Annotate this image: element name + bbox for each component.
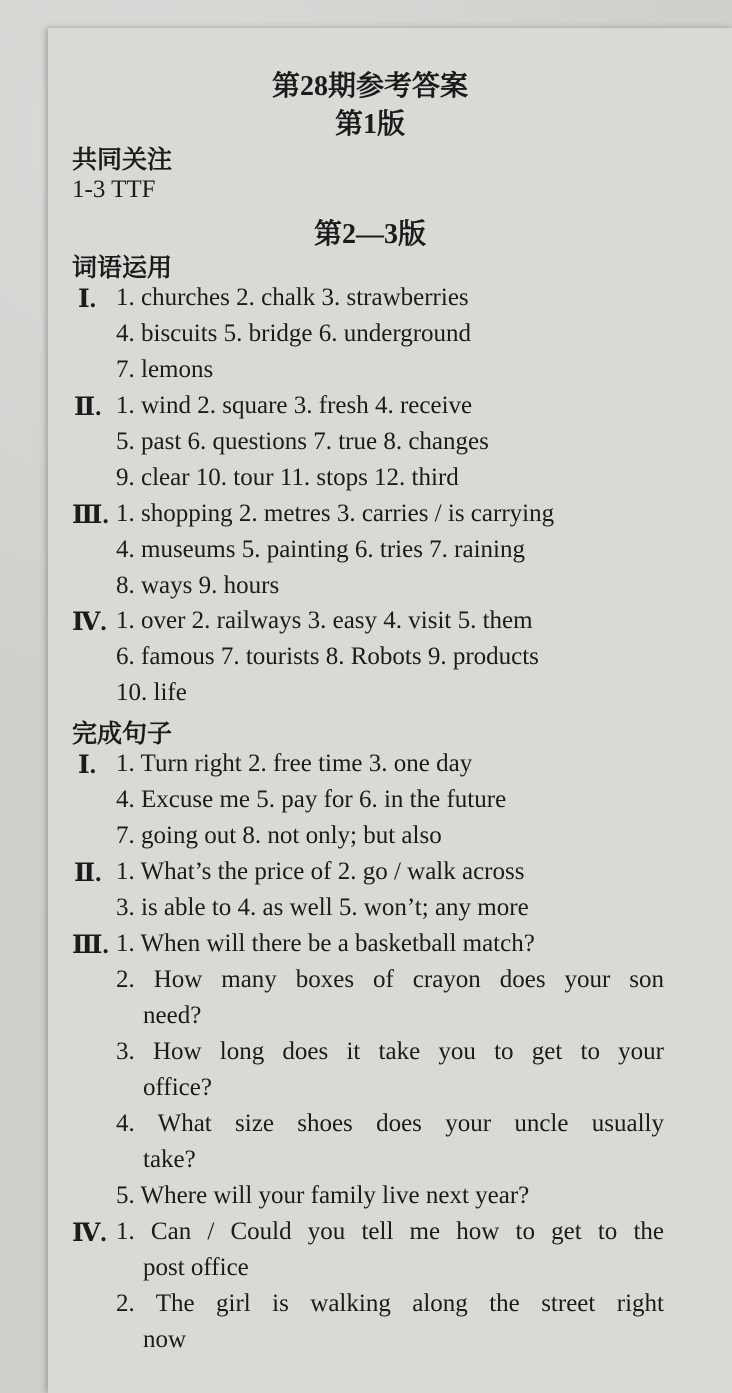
vocab-III-label: Ⅲ. [72, 502, 109, 529]
sent-IV-line: now [143, 1326, 187, 1353]
sent-III-label: Ⅲ. [72, 932, 109, 959]
sent-III-line: need? [143, 1002, 202, 1029]
vocab-IV-line: 1. over 2. railways 3. easy 4. visit 5. them [116, 607, 533, 634]
sent-II-line: 3. is able to 4. as well 5. won’t; any more [116, 894, 529, 921]
sent-I-label: Ⅰ. [78, 752, 96, 779]
vocab-IV-line: 10. life [116, 679, 187, 706]
vocab-III-line: 8. ways 9. hours [116, 572, 280, 599]
sent-II-label: Ⅱ. [74, 860, 102, 887]
sent-III-line: 2. How many boxes of crayon does your son [116, 966, 664, 993]
sent-I-line: 1. Turn right 2. free time 3. one day [116, 750, 473, 777]
sent-IV-label: Ⅳ. [72, 1220, 107, 1247]
vocab-I-line: 7. lemons [116, 356, 214, 383]
vocab-IV-label: Ⅳ. [72, 609, 107, 636]
sent-III-line: 3. How long does it take you to get to your [116, 1038, 664, 1065]
vocab-II-line: 9. clear 10. tour 11. stops 12. third [116, 464, 459, 491]
sent-III-line: 4. What size shoes does your uncle usually [116, 1110, 664, 1137]
sent-II-line: 1. What’s the price of 2. go / walk across [116, 858, 525, 885]
vocab-I-label: Ⅰ. [78, 286, 96, 313]
edition-2-3-title: 第2—3版 [313, 219, 426, 250]
section-focus-heading: 共同关注 [72, 147, 173, 174]
sent-IV-line: 1. Can / Could you tell me how to get to the [116, 1218, 664, 1245]
sent-III-line: 1. When will there be a basketball match? [116, 930, 535, 957]
section-vocab-heading: 词语运用 [72, 255, 173, 282]
vocab-III-line: 4. museums 5. painting 6. tries 7. raining [116, 536, 525, 563]
sent-III-line: office? [143, 1074, 212, 1101]
sent-IV-line: 2. The girl is walking along the street right [116, 1290, 664, 1317]
sent-IV-line: post office [143, 1254, 249, 1281]
sent-III-line: 5. Where will your family live next year? [116, 1182, 530, 1209]
page-title: 第28期参考答案 [271, 71, 468, 102]
vocab-IV-line: 6. famous 7. tourists 8. Robots 9. products [116, 643, 539, 670]
section-sentences-heading: 完成句子 [72, 721, 173, 748]
vocab-I-line: 4. biscuits 5. bridge 6. underground [116, 320, 472, 347]
vocab-II-line: 1. wind 2. square 3. fresh 4. receive [116, 392, 473, 419]
vocab-I-line: 1. churches 2. chalk 3. strawberries [116, 284, 469, 311]
sent-I-line: 4. Excuse me 5. pay for 6. in the future [116, 786, 507, 813]
focus-answer: 1-3 TTF [72, 176, 156, 203]
sent-I-line: 7. going out 8. not only; but also [116, 822, 442, 849]
edition-1-title: 第1版 [334, 109, 405, 140]
vocab-II-line: 5. past 6. questions 7. true 8. changes [116, 428, 489, 455]
vocab-II-label: Ⅱ. [74, 394, 102, 421]
sent-III-line: take? [143, 1146, 196, 1173]
vocab-III-line: 1. shopping 2. metres 3. carries / is carrying [116, 500, 555, 527]
